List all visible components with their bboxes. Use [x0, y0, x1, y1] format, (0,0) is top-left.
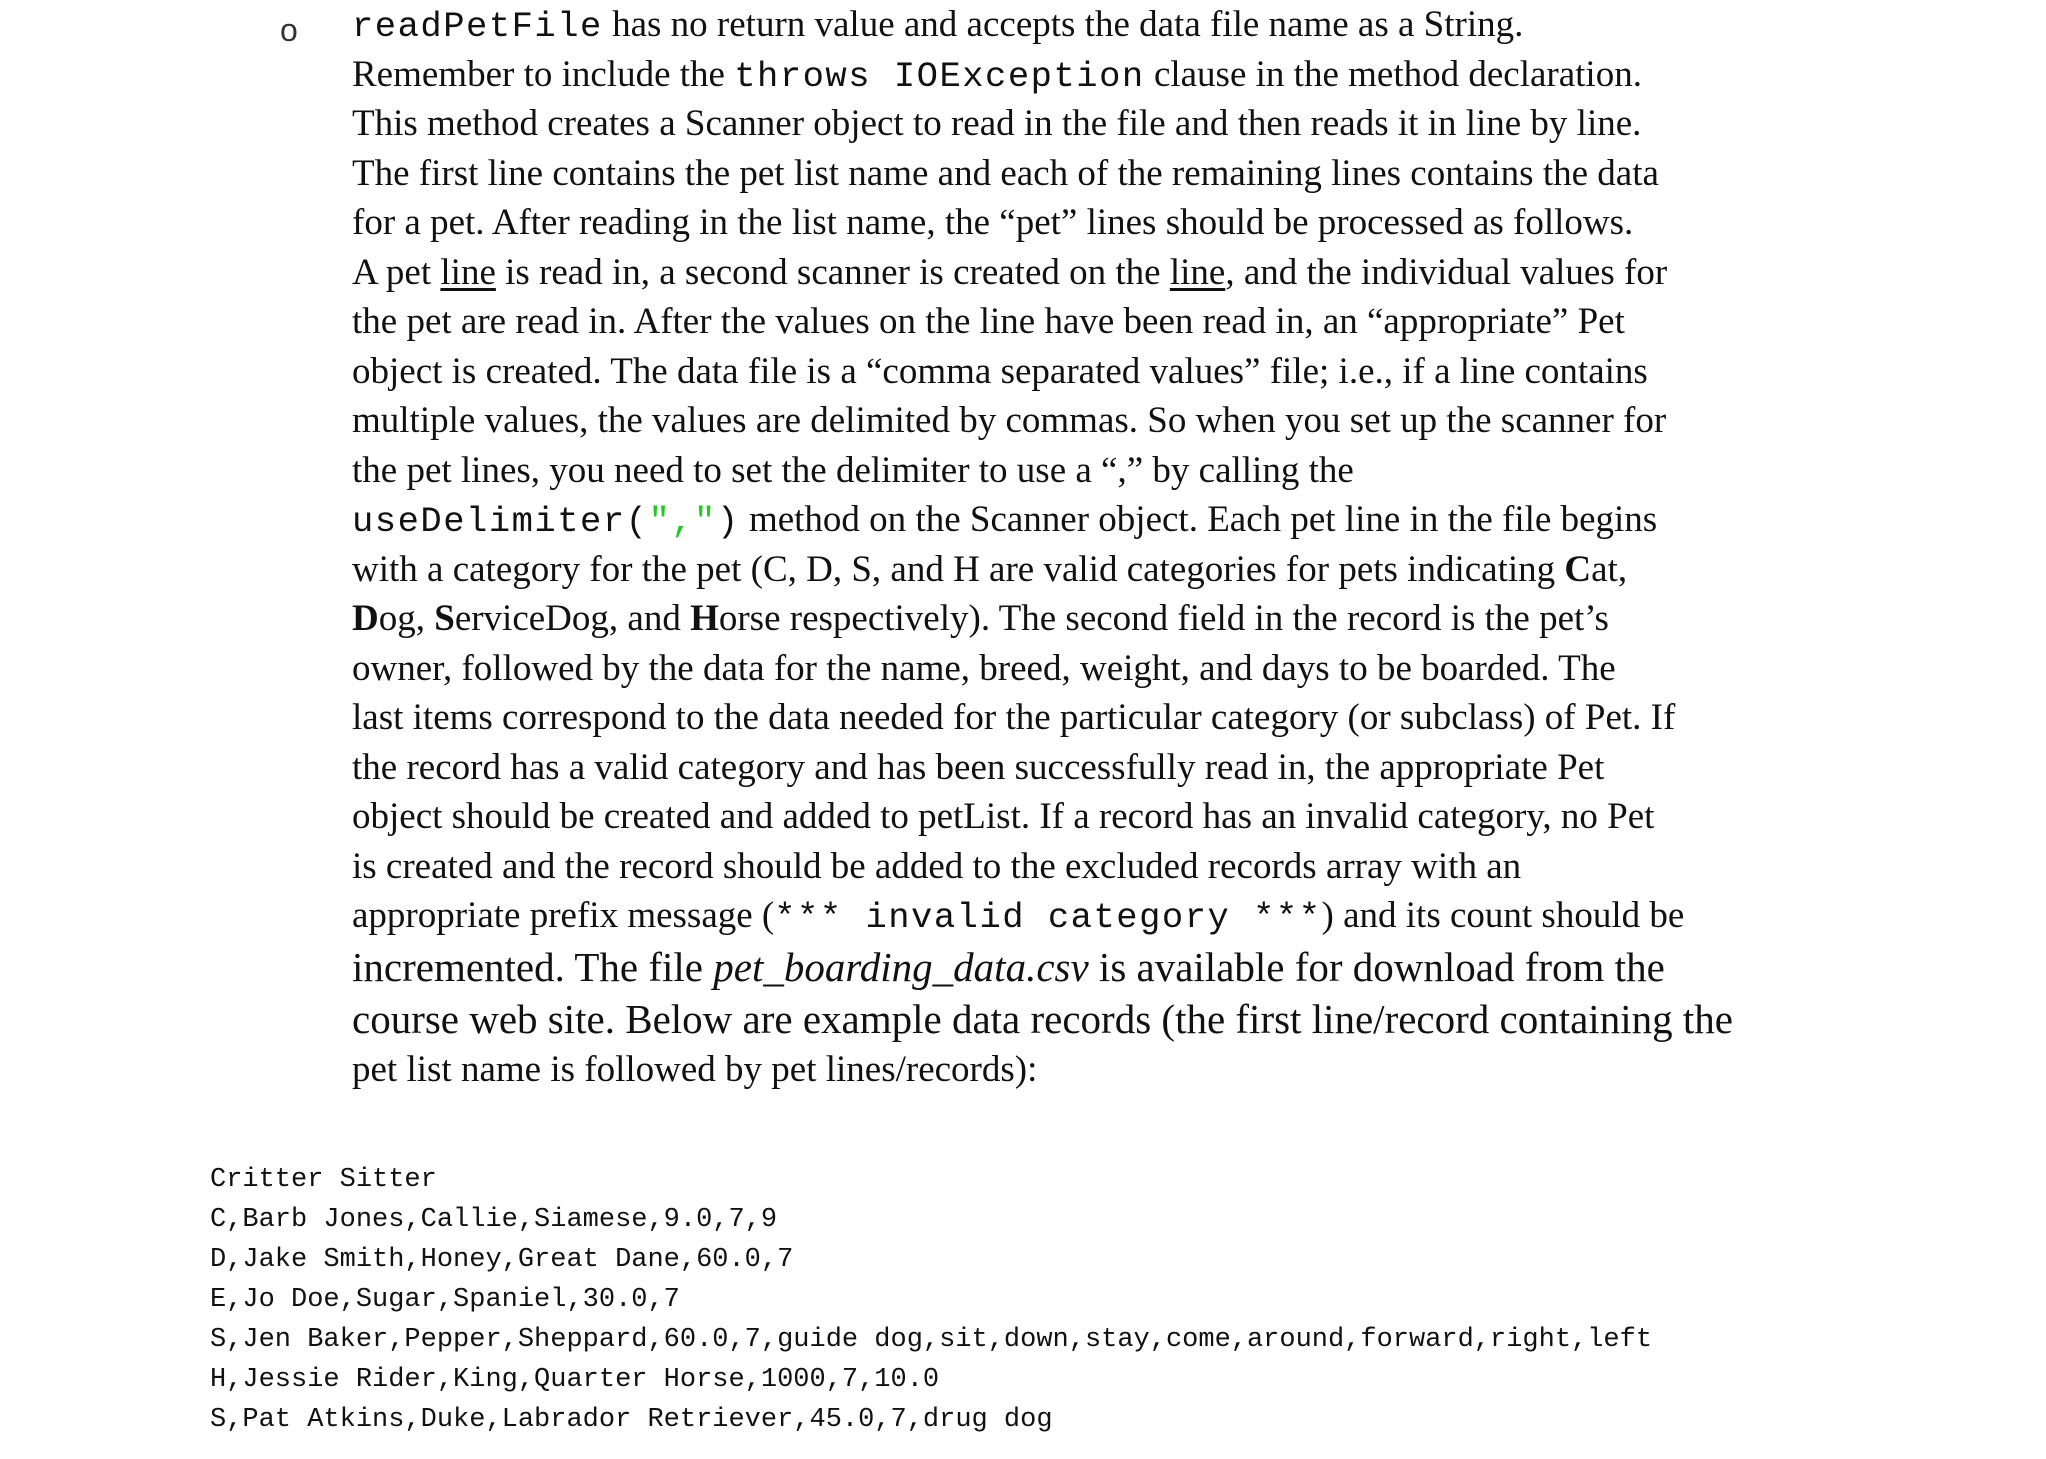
text-run: at, — [1591, 548, 1628, 590]
text-run: object is created. The data file is a “comma separated values” file; i.e., if a line contains — [352, 350, 1648, 392]
paragraph-line — [352, 50, 1912, 100]
code-run: "," — [648, 501, 717, 542]
code-run: *** invalid category *** — [774, 897, 1322, 938]
bold-run: H — [690, 598, 719, 639]
text-run: , and the individual values for — [1225, 251, 1668, 293]
code-line-record: C,Barb Jones,Callie,Siamese,9.0,7,9 — [210, 1205, 778, 1235]
method-description-paragraph — [352, 0, 1912, 1094]
paragraph-line — [352, 993, 1912, 1045]
bold-run: C — [1564, 548, 1592, 590]
text-run: pet list name is followed by pet lines/records): — [352, 1048, 1038, 1090]
paragraph-line — [352, 396, 1912, 446]
paragraph-line — [352, 248, 1912, 298]
underlined-run: line — [1169, 251, 1226, 293]
code-run: useDelimiter( — [352, 501, 649, 542]
paragraph-line — [352, 594, 1912, 644]
paragraph-line — [352, 347, 1912, 397]
paragraph-line — [352, 446, 1912, 496]
text-run: the pet lines, you need to set the delimiter to use a “,” by calling the — [352, 449, 1354, 491]
text-run: clause in the method declaration. — [1144, 53, 1642, 95]
list-bullet: o — [280, 12, 298, 48]
code-run: ) — [716, 501, 740, 542]
text-run: has no return value and accepts the data file name as a String. — [602, 4, 1524, 45]
paragraph-line — [352, 891, 1912, 941]
paragraph-line — [352, 198, 1912, 248]
text-run: object should be created and added to petList. If a record has an invalid category, no Pet — [352, 796, 1655, 837]
bold-run: S — [434, 598, 455, 639]
paragraph-line — [352, 495, 1912, 545]
paragraph-line — [352, 743, 1912, 793]
text-run: erviceDog, and — [454, 598, 691, 639]
paragraph-line — [352, 297, 1912, 347]
text-run: incremented. The file — [352, 943, 714, 990]
text-run: orse respectively). The second field in the record is the pet’s — [718, 598, 1609, 639]
italic-filename: pet_boarding_data.csv — [713, 943, 1089, 990]
bold-run: D — [352, 598, 379, 639]
text-run: owner, followed by the data for the name, breed, weight, and days to be boarded. The — [352, 647, 1616, 689]
paragraph-line — [352, 842, 1912, 892]
paragraph-line — [352, 792, 1912, 842]
text-run: is read in, a second scanner is created on the — [495, 251, 1170, 293]
code-line-record: S,Jen Baker,Pepper,Sheppard,60.0,7,guide dog,sit,down,stay,come,around,forward,right,left — [210, 1325, 1653, 1355]
text-run: is available for download from the — [1088, 943, 1665, 990]
text-run: the record has a valid category and has been successfully read in, the appropriate Pet — [352, 746, 1605, 788]
text-run: with a category for the pet (C, D, S, and H are valid categories for pets indicating — [352, 548, 1565, 590]
code-line-record: D,Jake Smith,Honey,Great Dane,60.0,7 — [210, 1245, 794, 1275]
text-run: Remember to include the — [352, 53, 735, 95]
paragraph-line — [352, 0, 1912, 50]
paragraph-line — [352, 1045, 1912, 1095]
code-line-record: H,Jessie Rider,King,Quarter Horse,1000,7,10.0 — [210, 1365, 940, 1395]
code-line-record: E,Jo Doe,Sugar,Spaniel,30.0,7 — [210, 1285, 680, 1315]
paragraph-line — [352, 693, 1912, 743]
text-run: og, — [378, 598, 435, 639]
text-run: The first line contains the pet list name and each of the remaining lines contains the data — [352, 152, 1659, 194]
code-line-list-name: Critter Sitter — [210, 1165, 437, 1195]
example-data-records — [210, 1160, 1652, 1440]
text-run: appropriate prefix message ( — [352, 895, 775, 936]
text-run: multiple values, the values are delimited by commas. So when you set up the scanner for — [352, 400, 1667, 441]
text-run: method on the Scanner object. Each pet line in the file begins — [739, 499, 1658, 540]
code-run: throws IOException — [734, 55, 1145, 97]
code-line-record: S,Pat Atkins,Duke,Labrador Retriever,45.0,7,drug dog — [210, 1405, 1053, 1435]
text-run: for a pet. After reading in the list name, the “pet” lines should be processed as follows. — [352, 202, 1634, 243]
paragraph-line — [352, 644, 1912, 694]
paragraph-line — [352, 149, 1912, 199]
text-run: last items correspond to the data needed for the particular category (or subclass) of Pet. If — [352, 697, 1676, 738]
paragraph-line — [352, 99, 1912, 149]
text-run: ) and its count should be — [1321, 895, 1685, 936]
underlined-run: line — [440, 251, 496, 293]
paragraph-line — [352, 545, 1912, 595]
text-run: course web site. Below are example data records (the first line/record containing the — [352, 995, 1733, 1042]
text-run: is created and the record should be added to the excluded records array with an — [352, 845, 1522, 887]
text-run: the pet are read in. After the values on the line have been read in, an “appropriate” Pet — [352, 301, 1625, 342]
text-run: This method creates a Scanner object to read in the file and then reads it in line by line. — [352, 103, 1642, 144]
code-run: readPetFile — [352, 6, 603, 47]
text-run: A pet — [352, 251, 441, 293]
paragraph-line — [352, 941, 1912, 993]
